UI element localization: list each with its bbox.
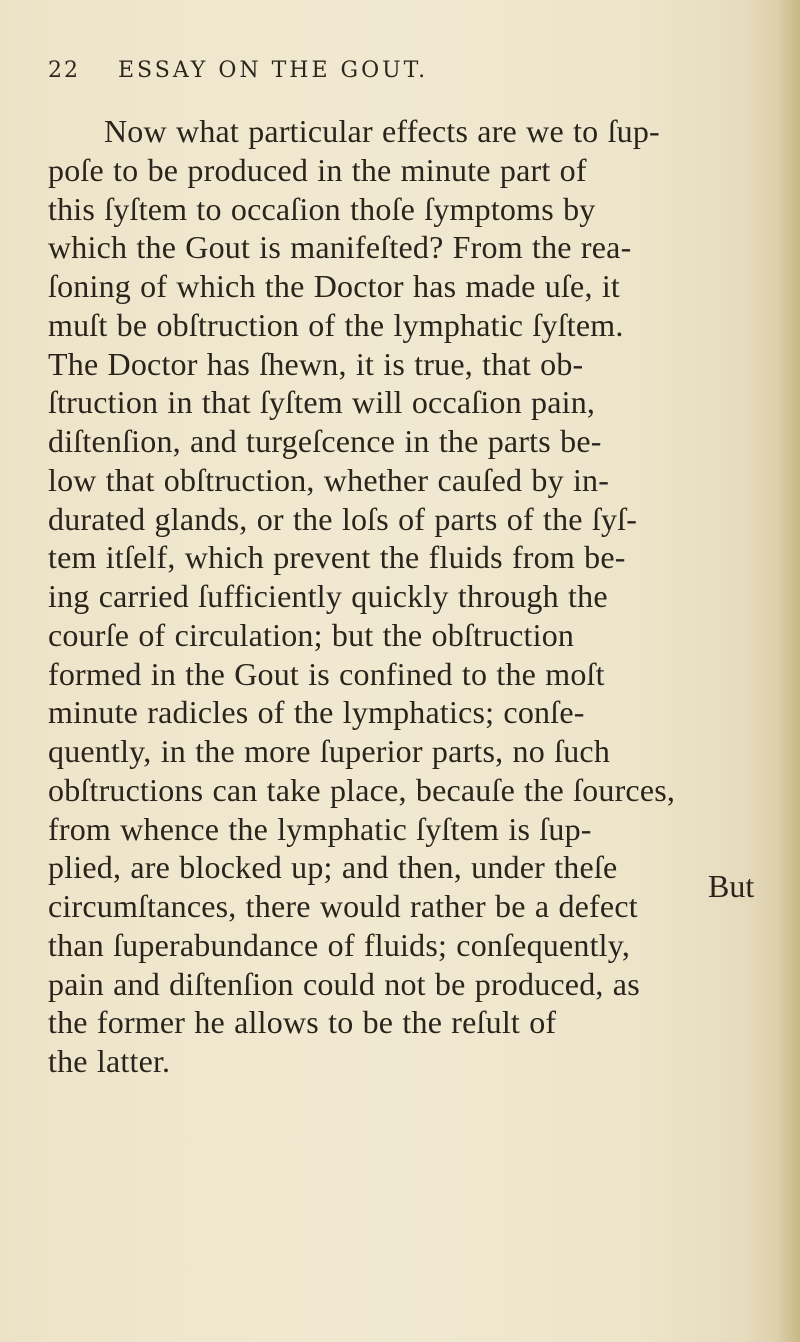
text-line: obſtructions can take place, becauſe the ſources, — [48, 771, 676, 808]
text-line: plied, are blocked up; and then, under theſe — [48, 849, 618, 886]
body-text — [48, 112, 778, 1081]
text-line: poſe to be produced in the minute part of — [48, 151, 587, 188]
text-line: than ſuperabundance of fluids; conſequently, — [48, 926, 631, 963]
page-header — [48, 58, 648, 88]
text-line: The Doctor has ſhewn, it is true, that ob- — [48, 345, 584, 382]
text-line: ing carried ſufficiently quickly through the — [48, 578, 608, 614]
text-line: diſtenſion, and turgeſcence in the parts be- — [48, 423, 602, 459]
catchword: But — [708, 868, 755, 904]
text-line: low that obſtruction, whether cauſed by in- — [48, 461, 610, 498]
text-line: the former he allows to be the reſult of — [48, 1004, 557, 1041]
text-line: muſt be obſtruction of the lymphatic ſyſtem. — [48, 306, 624, 343]
text-line: which the Gout is manifeſted? From the rea- — [48, 229, 632, 266]
text-line: tem itſelf, which prevent the fluids from be- — [48, 539, 626, 576]
text-line: pain and diſtenſion could not be produced, as — [48, 965, 640, 1002]
text-line: quently, in the more ſuperior parts, no ſuch — [48, 733, 611, 769]
text-line: ſtruction in that ſyſtem will occaſion pain, — [48, 384, 596, 421]
text-line: durated glands, or the loſs of parts of the ſyſ- — [48, 500, 638, 537]
running-head: ESSAY ON THE GOUT. — [118, 58, 429, 83]
text-line: minute radicles of the lymphatics; conſe- — [48, 694, 585, 731]
text-line: Now what particular effects are we to ſup- — [104, 113, 660, 149]
text-line: this ſyſtem to occaſion thoſe ſymptoms by — [48, 190, 596, 227]
text-line: ſoning of which the Doctor has made uſe, it — [48, 268, 621, 304]
page-number: 22 — [48, 58, 80, 83]
text-line: formed in the Gout is confined to the moſt — [48, 655, 605, 692]
text-line: courſe of circulation; but the obſtruction — [48, 616, 575, 653]
text-line: circumſtances, there would rather be a defect — [48, 888, 638, 924]
text-line: from whence the lymphatic ſyſtem is ſup- — [48, 810, 592, 847]
page-edge-shadow — [778, 0, 800, 1342]
text-line: the latter. — [48, 1043, 171, 1079]
